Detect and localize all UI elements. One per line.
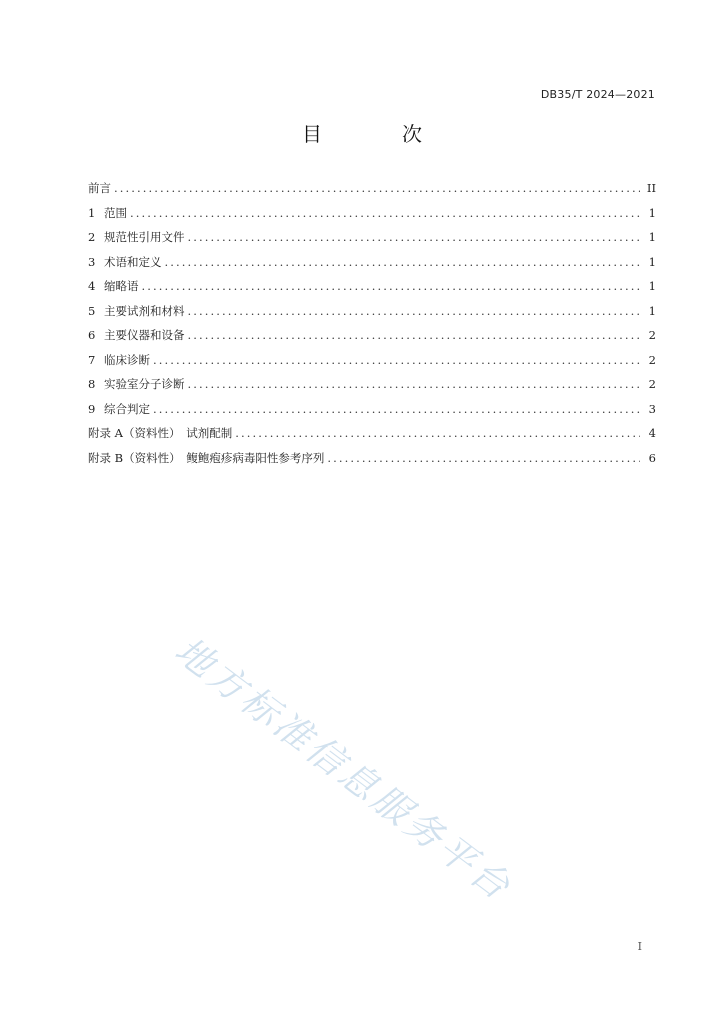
toc-entry-page: 1 <box>648 205 656 220</box>
toc-entry-label: 实验室分子诊断 <box>104 377 185 391</box>
toc-entry-page: 2 <box>648 352 656 367</box>
toc-leader-dots <box>153 353 640 367</box>
toc-entry-lab-molecular-diagnosis[interactable] <box>88 376 656 401</box>
toc-entry-number: 8 <box>88 377 96 391</box>
toc-entry-reagents-materials[interactable] <box>88 303 656 328</box>
watermark: 地方标准信息服务平台 <box>166 628 521 910</box>
toc-entry-label: 前言 <box>88 181 111 195</box>
toc-entry-number: 4 <box>88 279 96 293</box>
toc-entry-page: 1 <box>648 303 656 318</box>
toc-entry-label: 缩略语 <box>104 279 139 293</box>
toc-entry-number: 2 <box>88 230 96 244</box>
toc-leader-dots <box>114 181 640 195</box>
toc-entry-page: 1 <box>648 279 656 293</box>
toc-leader-dots <box>188 377 641 391</box>
toc-entry-foreword[interactable] <box>88 180 656 205</box>
toc-entry-page: 4 <box>648 426 656 440</box>
toc-entry-instruments-equipment[interactable] <box>88 327 656 352</box>
toc-entry-number: 5 <box>88 303 96 318</box>
toc-entry-page: II <box>646 181 656 195</box>
toc-leader-dots <box>142 279 641 293</box>
toc-entry-label: 主要仪器和设备 <box>104 328 185 342</box>
toc-entry-page: 2 <box>648 328 656 342</box>
toc-entry-label: 附录 B（资料性） 鳆鲍疱疹病毒阳性参考序列 <box>88 450 325 465</box>
toc-entry-abbreviations[interactable] <box>88 278 656 303</box>
toc-entry-label: 综合判定 <box>104 401 150 416</box>
toc-leader-dots <box>188 328 641 342</box>
toc-entry-number: 7 <box>88 352 96 367</box>
toc-entry-terms-definitions[interactable] <box>88 254 656 279</box>
toc-entry-number: 1 <box>88 205 96 220</box>
toc-entry-label: 范围 <box>104 205 127 220</box>
toc-entry-page: 1 <box>648 254 656 269</box>
toc-entry-clinical-diagnosis[interactable] <box>88 352 656 377</box>
page-title: 目 次 <box>302 122 452 146</box>
page-number: I <box>637 940 642 953</box>
document-code: DB35/T 2024—2021 <box>540 88 655 101</box>
toc-leader-dots <box>130 206 640 220</box>
toc-entry-normative-references[interactable] <box>88 229 656 254</box>
toc-entry-number: 6 <box>88 328 96 342</box>
toc-entry-number: 3 <box>88 254 96 269</box>
toc-entry-page: 2 <box>648 377 656 391</box>
toc-leader-dots <box>153 402 640 416</box>
toc-entry-page: 3 <box>648 401 656 416</box>
toc-entry-label: 附录 A（资料性） 试剂配制 <box>88 426 233 440</box>
toc-entry-scope[interactable] <box>88 205 656 230</box>
toc-entry-page: 1 <box>648 230 656 244</box>
toc-entry-appendix-b[interactable] <box>88 450 656 475</box>
toc-entry-comprehensive-judgment[interactable] <box>88 401 656 426</box>
toc-entry-label: 主要试剂和材料 <box>104 303 185 318</box>
toc-leader-dots <box>188 304 641 318</box>
toc-entry-label: 规范性引用文件 <box>104 230 185 244</box>
toc-entry-label: 临床诊断 <box>104 352 150 367</box>
toc-leader-dots <box>165 255 641 269</box>
toc-leader-dots <box>188 230 641 244</box>
toc-leader-dots <box>327 451 640 465</box>
toc-entry-page: 6 <box>648 450 656 465</box>
table-of-contents <box>88 180 656 474</box>
toc-entry-appendix-a[interactable] <box>88 425 656 450</box>
toc-entry-number: 9 <box>88 401 96 416</box>
toc-leader-dots <box>235 426 640 440</box>
toc-entry-label: 术语和定义 <box>104 254 162 269</box>
